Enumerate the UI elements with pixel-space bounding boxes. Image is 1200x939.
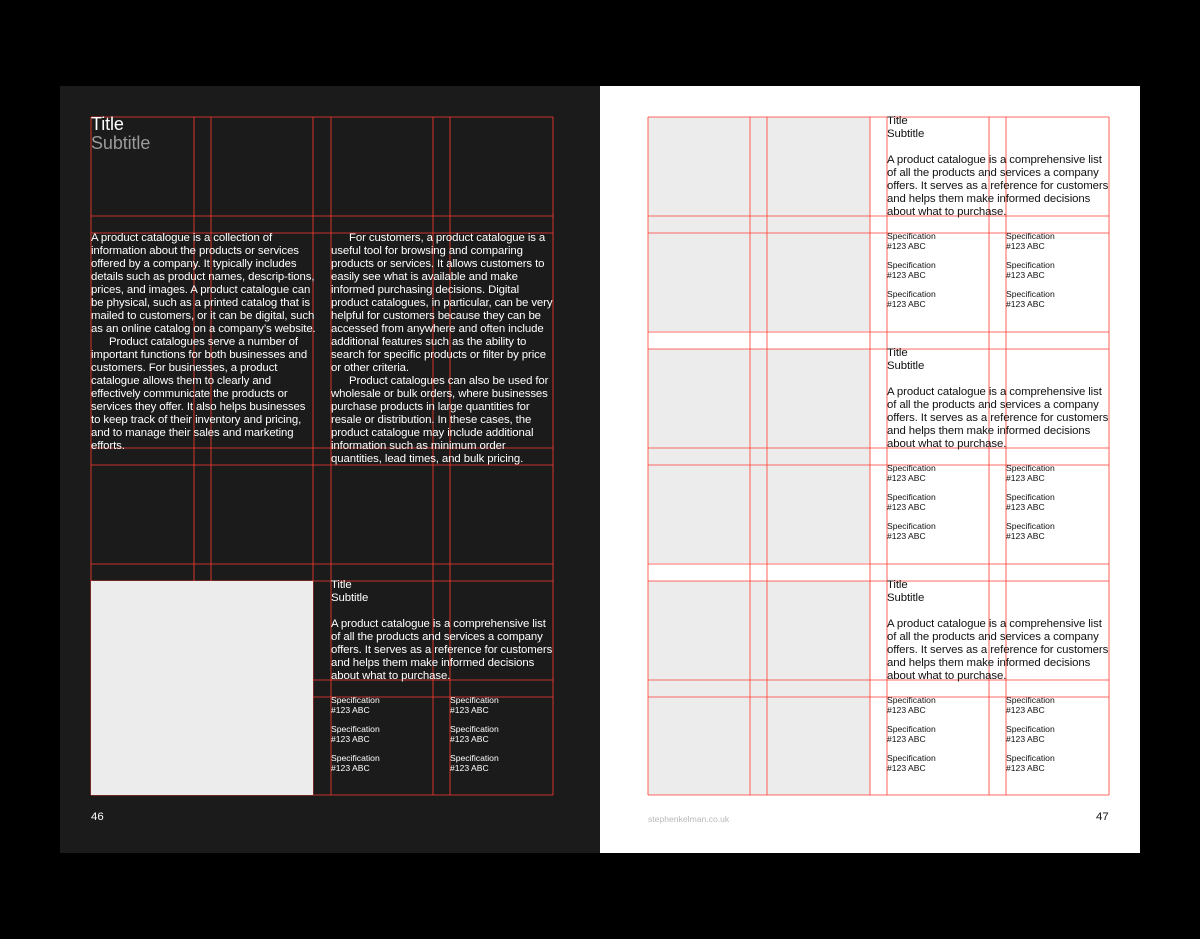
product-title: Title — [887, 347, 908, 359]
product-image-placeholder — [91, 581, 313, 795]
spec-value: #123 ABC — [1006, 762, 1045, 773]
spec-label: Specification — [1006, 521, 1055, 531]
product-description: A product catalogue is a comprehensive list of all the products and services a company offers. It serves as a reference for customers and helps them make informed decisions about what to purchase. — [887, 618, 1109, 682]
spec-label: Specification — [887, 753, 936, 763]
spec-value: #123 ABC — [887, 298, 926, 309]
product-description: A product catalogue is a comprehensive list of all the products and services a company offers. It serves as a reference for customers and helps them make informed decisions about what to purchase. — [887, 386, 1109, 450]
spec-item — [331, 754, 380, 773]
spec-label: Specification — [331, 724, 380, 734]
spec-item — [1006, 696, 1055, 715]
spec-value: #123 ABC — [450, 704, 489, 715]
spec-value: #123 ABC — [887, 530, 926, 541]
spec-label: Specification — [887, 492, 936, 502]
spec-label: Specification — [331, 753, 380, 763]
spec-label: Specification — [450, 724, 499, 734]
spec-label: Specification — [1006, 231, 1055, 241]
product-image-placeholder — [648, 349, 870, 563]
spec-value: #123 ABC — [887, 704, 926, 715]
spec-label: Specification — [887, 231, 936, 241]
body-paragraph: For customers, a product catalogue is a useful tool for browsing and comparing products or services. It allows customers to easily see what is available and make informed purchasing decisions. Digital product catalogues, in particular, can be very helpful for customers because they can be accessed from anywhere and often include additional features such as the ability to search for specific products or filter by price or other criteria. — [331, 232, 553, 374]
spec-item — [450, 696, 499, 715]
spec-item — [887, 725, 936, 744]
page-subtitle: Subtitle — [91, 133, 151, 153]
spec-item — [887, 754, 936, 773]
spec-value: #123 ABC — [450, 762, 489, 773]
spec-label: Specification — [1006, 289, 1055, 299]
spec-item — [1006, 290, 1055, 309]
spec-value: #123 ABC — [450, 733, 489, 744]
spec-label: Specification — [1006, 492, 1055, 502]
spec-label: Specification — [887, 521, 936, 531]
right-page — [600, 86, 1140, 853]
body-column-2 — [331, 232, 555, 466]
spec-value: #123 ABC — [887, 501, 926, 512]
spec-item — [1006, 464, 1055, 483]
page-number: 46 — [91, 811, 104, 823]
spec-value: #123 ABC — [331, 733, 370, 744]
spec-item — [887, 261, 936, 280]
product-description: A product catalogue is a comprehensive list of all the products and services a company offers. It serves as a reference for customers and helps them make informed decisions about what to purchase. — [331, 618, 553, 682]
spec-value: #123 ABC — [331, 762, 370, 773]
body-paragraph: Product catalogues can also be used for wholesale or bulk orders, where businesses purchase products in large quantities for resale or distribution. In these cases, the product catalogue may include additional information such as minimum order quantities, lead times, and bulk pricing. — [331, 375, 549, 465]
spec-value: #123 ABC — [887, 472, 926, 483]
product-subtitle: Subtitle — [887, 592, 925, 604]
spec-item — [887, 696, 936, 715]
product-image-placeholder — [648, 117, 870, 331]
spec-value: #123 ABC — [1006, 269, 1045, 280]
product-subtitle: Subtitle — [331, 592, 369, 604]
body-paragraph: Product catalogues serve a number of important functions for both businesses and customers. For businesses, a product catalogue allows them to clearly and effectively communicate the products or services they offer. It also helps businesses to keep track of their inventory and pricing, and to manage their sales and marketing efforts. — [91, 336, 308, 452]
body-column-1 — [91, 232, 316, 453]
spec-value: #123 ABC — [887, 240, 926, 251]
spec-item — [1006, 754, 1055, 773]
spec-label: Specification — [887, 463, 936, 473]
spec-value: #123 ABC — [1006, 298, 1045, 309]
spec-item — [1006, 725, 1055, 744]
spec-value: #123 ABC — [887, 762, 926, 773]
spec-label: Specification — [1006, 724, 1055, 734]
spec-item — [887, 522, 936, 541]
spec-label: Specification — [450, 695, 499, 705]
spec-value: #123 ABC — [1006, 733, 1045, 744]
spec-value: #123 ABC — [1006, 240, 1045, 251]
spec-label: Specification — [450, 753, 499, 763]
product-subtitle: Subtitle — [887, 128, 925, 140]
body-paragraph: A product catalogue is a collection of information about the products or services offered by a company. It typically includes details such as product names, descrip-tions, prices, and images. A product catalogue can be physical, such as a printed catalog that is mailed to customers, or it can be digital, such as an online catalog on a company’s website. — [91, 232, 316, 335]
spec-label: Specification — [887, 260, 936, 270]
spec-value: #123 ABC — [331, 704, 370, 715]
spec-label: Specification — [887, 289, 936, 299]
spec-item — [450, 754, 499, 773]
spec-label: Specification — [1006, 260, 1055, 270]
left-page — [60, 86, 600, 853]
product-subtitle: Subtitle — [887, 360, 925, 372]
product-title: Title — [887, 115, 908, 127]
spec-item — [887, 493, 936, 512]
spec-label: Specification — [331, 695, 380, 705]
spec-item — [1006, 232, 1055, 251]
spec-item — [887, 464, 936, 483]
product-title: Title — [331, 579, 352, 591]
spec-item — [450, 725, 499, 744]
product-image-placeholder — [648, 581, 870, 795]
spec-label: Specification — [1006, 463, 1055, 473]
spec-value: #123 ABC — [1006, 501, 1045, 512]
page-number: 47 — [1096, 811, 1109, 823]
spec-value: #123 ABC — [1006, 530, 1045, 541]
spec-item — [887, 232, 936, 251]
spec-item — [887, 290, 936, 309]
spec-label: Specification — [1006, 753, 1055, 763]
page-title: Title — [91, 114, 124, 134]
spec-item — [1006, 522, 1055, 541]
spec-item — [331, 696, 380, 715]
spec-item — [1006, 493, 1055, 512]
footer-url: stephenkelman.co.uk — [648, 814, 730, 824]
spec-label: Specification — [887, 724, 936, 734]
spec-value: #123 ABC — [887, 733, 926, 744]
spec-value: #123 ABC — [887, 269, 926, 280]
product-description: A product catalogue is a comprehensive list of all the products and services a company offers. It serves as a reference for customers and helps them make informed decisions about what to purchase. — [887, 154, 1109, 218]
spec-value: #123 ABC — [1006, 704, 1045, 715]
product-title: Title — [887, 579, 908, 591]
spec-value: #123 ABC — [1006, 472, 1045, 483]
spec-item — [1006, 261, 1055, 280]
spec-label: Specification — [887, 695, 936, 705]
spec-label: Specification — [1006, 695, 1055, 705]
spec-item — [331, 725, 380, 744]
